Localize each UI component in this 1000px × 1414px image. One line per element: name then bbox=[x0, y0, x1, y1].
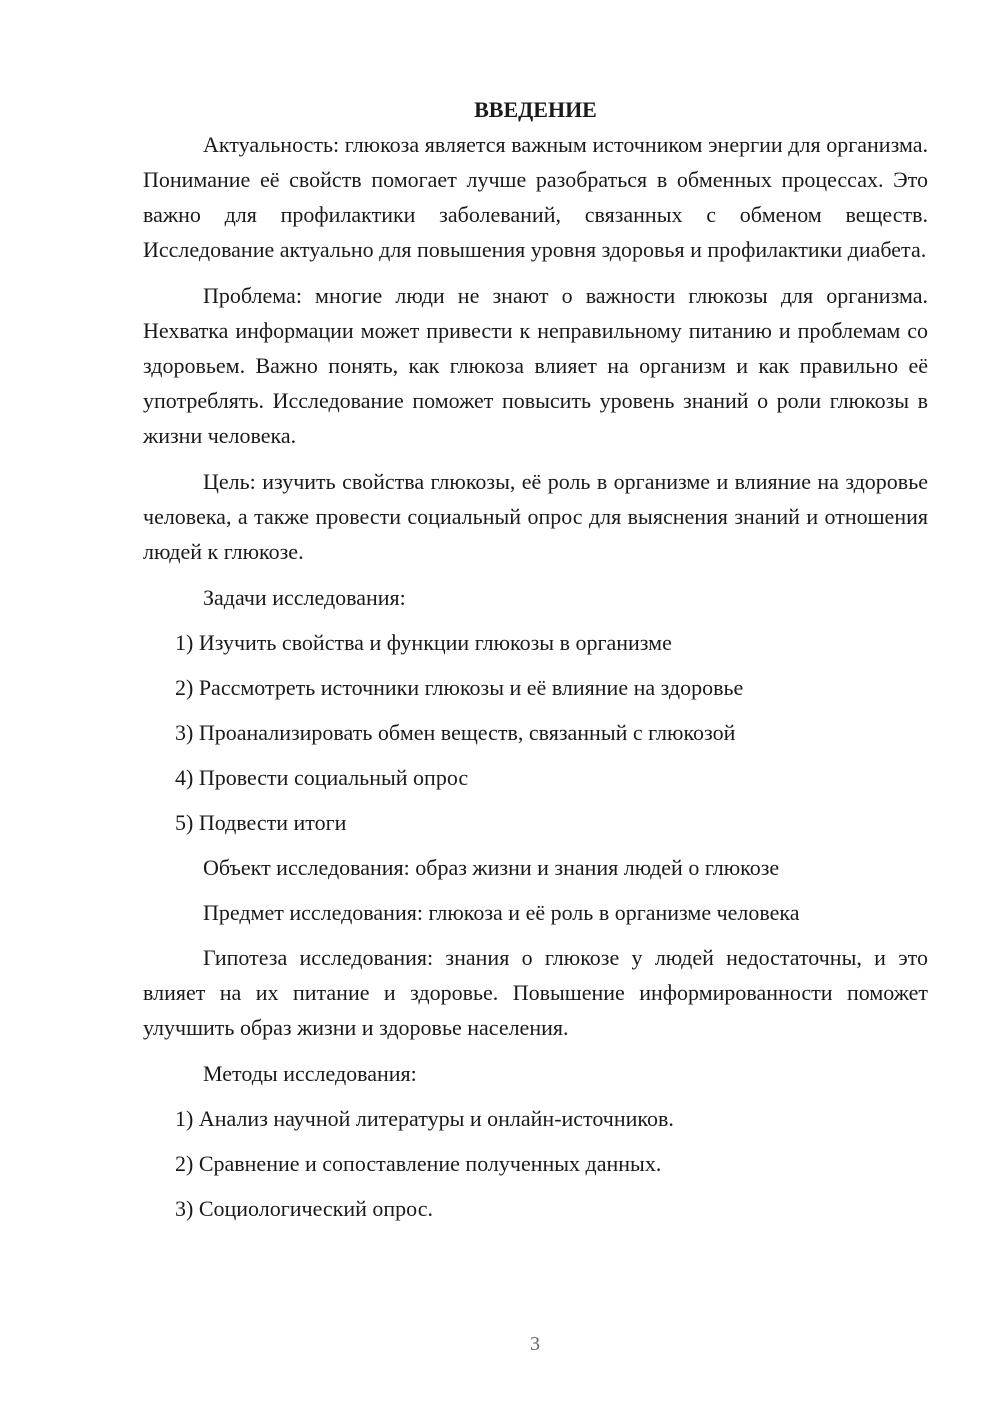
document-page bbox=[143, 92, 928, 1236]
task-item: 3) Проанализировать обмен веществ, связанный с глюкозой bbox=[175, 720, 736, 745]
method-item: 2) Сравнение и сопоставление полученных данных. bbox=[175, 1151, 662, 1176]
task-item: 2) Рассмотреть источники глюкозы и её влияние на здоровье bbox=[175, 675, 744, 700]
object-line: Объект исследования: образ жизни и знания людей о глюкозе bbox=[203, 855, 780, 880]
method-item: 3) Социологический опрос. bbox=[175, 1196, 433, 1221]
problem-paragraph: Проблема: многие люди не знают о важности глюкозы для организма. Нехватка информации может привести к неправильному питанию и проблемам со здоровьем. Важно понять, как глюкоза влияет на организм и как правильно её употреблять. Исследование поможет повысить уровень знаний о роли глюкозы в жизни человека. bbox=[143, 283, 928, 448]
task-item: 1) Изучить свойства и функции глюкозы в организме bbox=[175, 630, 672, 655]
relevance-paragraph: Актуальность: глюкоза является важным источником энергии для организма. Понимание её свойств помогает лучше разобраться в обменных процессах. Это важно для профилактики заболеваний, связанных с обменом веществ. Исследование актуально для повышения уровня здоровья и профилактики диабета. bbox=[143, 132, 928, 262]
section-title: ВВЕДЕНИЕ bbox=[474, 97, 597, 122]
page-number: 3 bbox=[530, 1333, 540, 1355]
task-item: 4) Провести социальный опрос bbox=[175, 765, 469, 790]
goal-paragraph: Цель: изучить свойства глюкозы, её роль в организме и влияние на здоровье человека, а также провести социальный опрос для выяснения знаний и отношения людей к глюкозе. bbox=[143, 469, 928, 564]
methods-label: Методы исследования: bbox=[203, 1061, 417, 1086]
task-item: 5) Подвести итоги bbox=[175, 810, 347, 835]
method-item: 1) Анализ научной литературы и онлайн-источников. bbox=[175, 1106, 674, 1131]
subject-line: Предмет исследования: глюкоза и её роль в организме человека bbox=[203, 900, 800, 925]
hypothesis-paragraph: Гипотеза исследования: знания о глюкозе у людей недостаточны, и это влияет на их питание и здоровье. Повышение информированности поможет улучшить образ жизни и здоровье населения. bbox=[143, 945, 928, 1040]
tasks-label: Задачи исследования: bbox=[203, 585, 406, 610]
